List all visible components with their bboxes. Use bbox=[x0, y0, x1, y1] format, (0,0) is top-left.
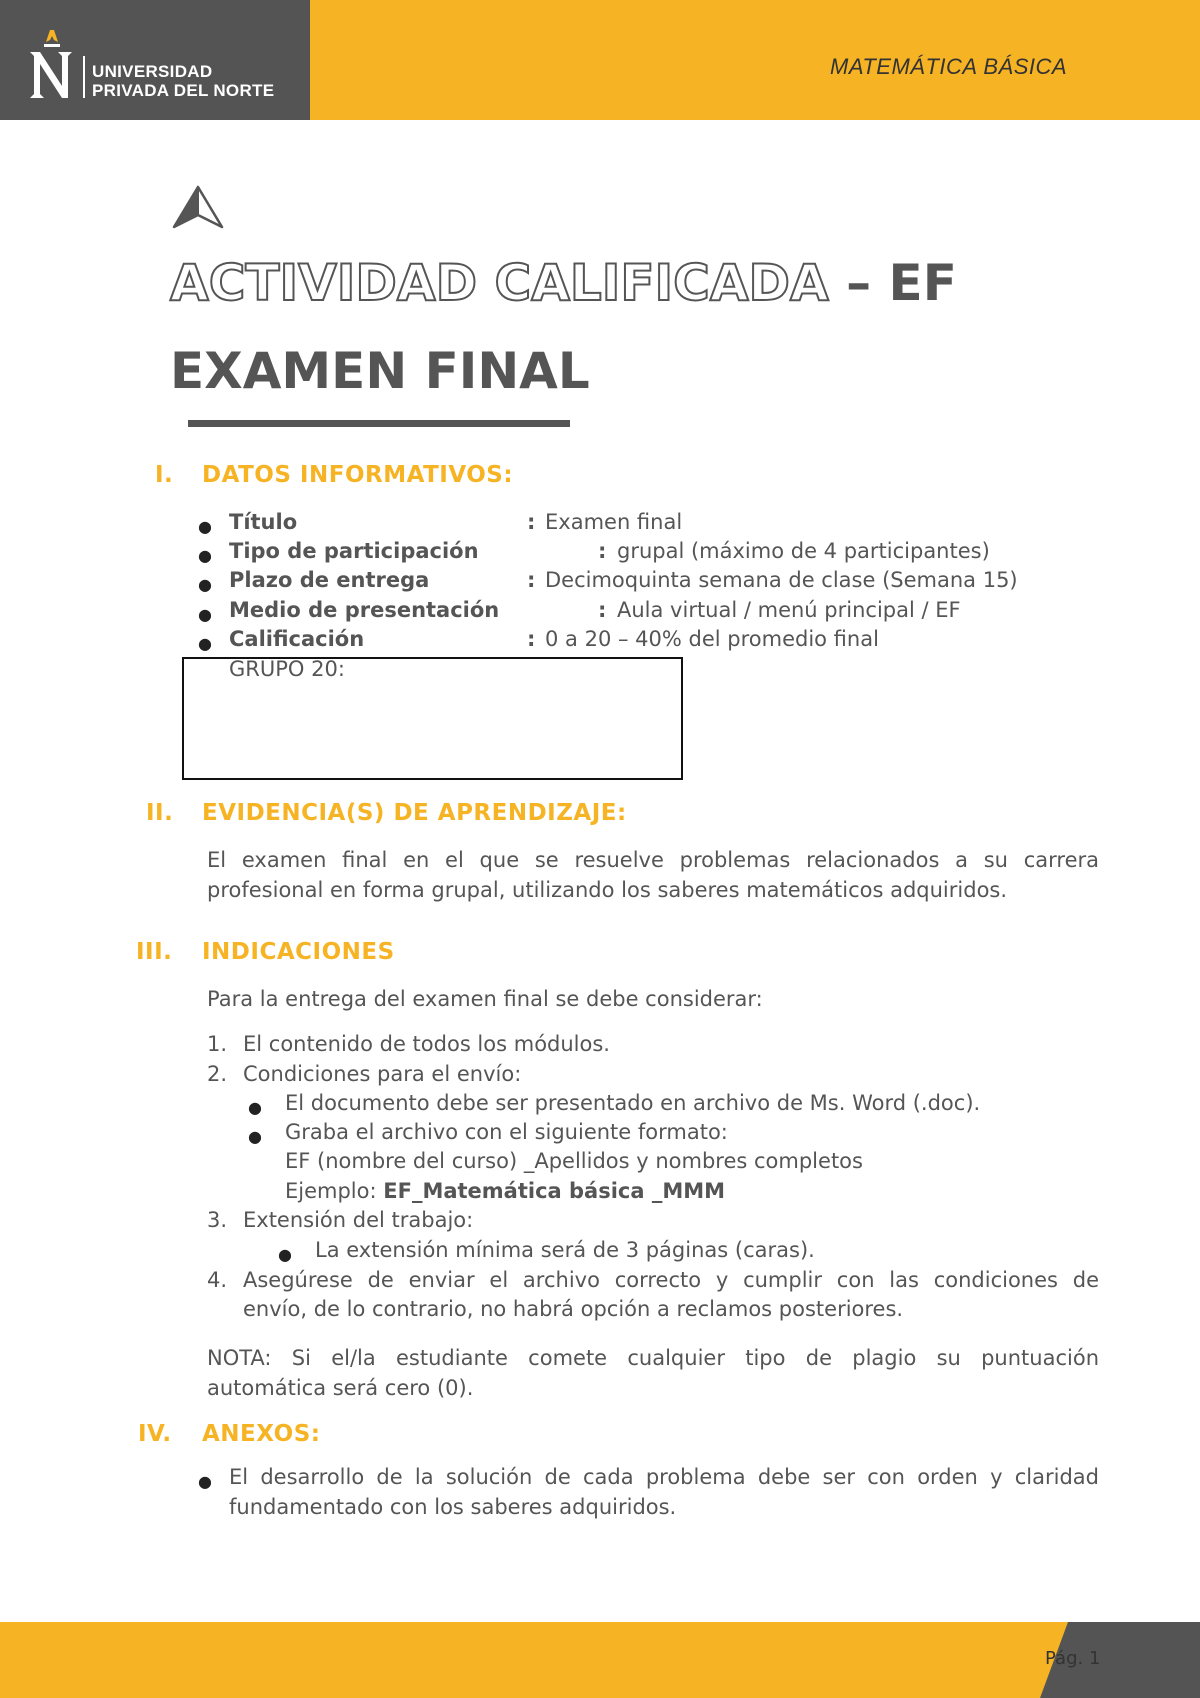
section4-number: IV. bbox=[138, 1421, 172, 1447]
info-label: Tipo de participación bbox=[229, 539, 479, 563]
instruction-2-bullet-2: Graba el archivo con el siguiente formato: bbox=[285, 1120, 728, 1144]
info-colon: : bbox=[527, 510, 536, 534]
section1-number: I. bbox=[155, 462, 174, 488]
list-number: 3. bbox=[207, 1208, 228, 1232]
exam-title: EXAMEN FINAL bbox=[170, 342, 590, 400]
instructions-intro: Para la entrega del examen final se debe considerar: bbox=[207, 987, 763, 1011]
info-label: Medio de presentación bbox=[229, 598, 500, 622]
instruction-3-bullet-1: La extensión mínima será de 3 páginas (caras). bbox=[315, 1238, 815, 1262]
bullet-icon: ● bbox=[198, 605, 212, 624]
arrow-pointer-icon bbox=[170, 184, 226, 230]
university-line1: UNIVERSIDAD bbox=[92, 62, 213, 81]
info-value: grupal (máximo de 4 participantes) bbox=[617, 539, 990, 563]
annex-line1: El desarrollo de la solución de cada problema debe ser con orden y claridad bbox=[229, 1465, 1099, 1489]
bullet-icon: ● bbox=[198, 575, 212, 594]
list-number: 2. bbox=[207, 1062, 228, 1086]
instruction-item-3: Extensión del trabajo: bbox=[243, 1208, 474, 1232]
bullet-icon: ● bbox=[248, 1098, 262, 1117]
section2-number: II. bbox=[146, 800, 174, 826]
annex-line2: fundamentado con los saberes adquiridos. bbox=[229, 1495, 677, 1519]
upn-n-logo-icon bbox=[28, 30, 76, 100]
info-label: Título bbox=[229, 510, 298, 534]
title-outline-text: ACTIVIDAD CALIFICADA bbox=[170, 254, 829, 312]
info-label: Calificación bbox=[229, 627, 365, 651]
footer-bar bbox=[0, 1622, 1200, 1698]
logo-separator bbox=[83, 56, 85, 98]
section1-title: DATOS INFORMATIVOS: bbox=[202, 462, 514, 488]
instruction-item-1: El contenido de todos los módulos. bbox=[243, 1032, 610, 1056]
file-example bbox=[285, 1177, 725, 1206]
instruction-2-bullet-1: El documento debe ser presentado en archivo de Ms. Word (.doc). bbox=[285, 1091, 981, 1115]
section4-title: ANEXOS: bbox=[202, 1421, 321, 1447]
file-example-value: EF_Matemática básica _MMM bbox=[383, 1179, 726, 1203]
title-dash: – bbox=[828, 254, 889, 312]
university-line2: PRIVADA DEL NORTE bbox=[92, 81, 275, 100]
section3-number: III. bbox=[136, 939, 173, 965]
university-logo-panel bbox=[0, 0, 310, 120]
bullet-icon: ● bbox=[198, 517, 212, 536]
list-number: 4. bbox=[207, 1268, 228, 1292]
university-name bbox=[92, 62, 274, 100]
title-divider bbox=[188, 420, 570, 427]
info-colon: : bbox=[527, 627, 536, 651]
title-ef: EF bbox=[888, 254, 957, 312]
note-line2: automática será cero (0). bbox=[207, 1376, 474, 1400]
file-example-label: Ejemplo: bbox=[285, 1179, 384, 1203]
course-name: MATEMÁTICA BÁSICA bbox=[830, 54, 1068, 79]
section3-title: INDICACIONES bbox=[202, 939, 395, 965]
bullet-icon: ● bbox=[198, 634, 212, 653]
evidence-line1: El examen final en el que se resuelve problemas relacionados a su carrera bbox=[207, 848, 1099, 872]
bullet-icon: ● bbox=[198, 1472, 212, 1491]
note-line1: NOTA: Si el/la estudiante comete cualquier tipo de plagio su puntuación bbox=[207, 1346, 1099, 1370]
info-colon: : bbox=[598, 598, 607, 622]
file-format-line: EF (nombre del curso) _Apellidos y nombres completos bbox=[285, 1149, 863, 1173]
instruction-item-2: Condiciones para el envío: bbox=[243, 1062, 522, 1086]
info-value: Aula virtual / menú principal / EF bbox=[617, 598, 961, 622]
evidence-line2: profesional en forma grupal, utilizando los saberes matemáticos adquiridos. bbox=[207, 878, 1008, 902]
info-value: Examen final bbox=[545, 510, 683, 534]
info-value: Decimoquinta semana de clase (Semana 15) bbox=[545, 568, 1018, 592]
page-number: Pág. 1 bbox=[1045, 1648, 1101, 1669]
info-value: 0 a 20 – 40% del promedio final bbox=[545, 627, 879, 651]
activity-title bbox=[170, 254, 957, 312]
info-colon: : bbox=[527, 568, 536, 592]
list-number: 1. bbox=[207, 1032, 228, 1056]
info-colon: : bbox=[598, 539, 607, 563]
bullet-icon: ● bbox=[278, 1245, 292, 1264]
bullet-icon: ● bbox=[198, 546, 212, 565]
instruction-item-4-line2: envío, de lo contrario, no habrá opción a reclamos posteriores. bbox=[243, 1297, 904, 1321]
bullet-icon: ● bbox=[248, 1127, 262, 1146]
info-label: Plazo de entrega bbox=[229, 568, 430, 592]
group-label: GRUPO 20: bbox=[229, 657, 345, 681]
instruction-item-4-line1: Asegúrese de enviar el archivo correcto y cumplir con las condiciones de bbox=[243, 1268, 1099, 1292]
section2-title: EVIDENCIA(S) DE APRENDIZAJE: bbox=[202, 800, 627, 826]
